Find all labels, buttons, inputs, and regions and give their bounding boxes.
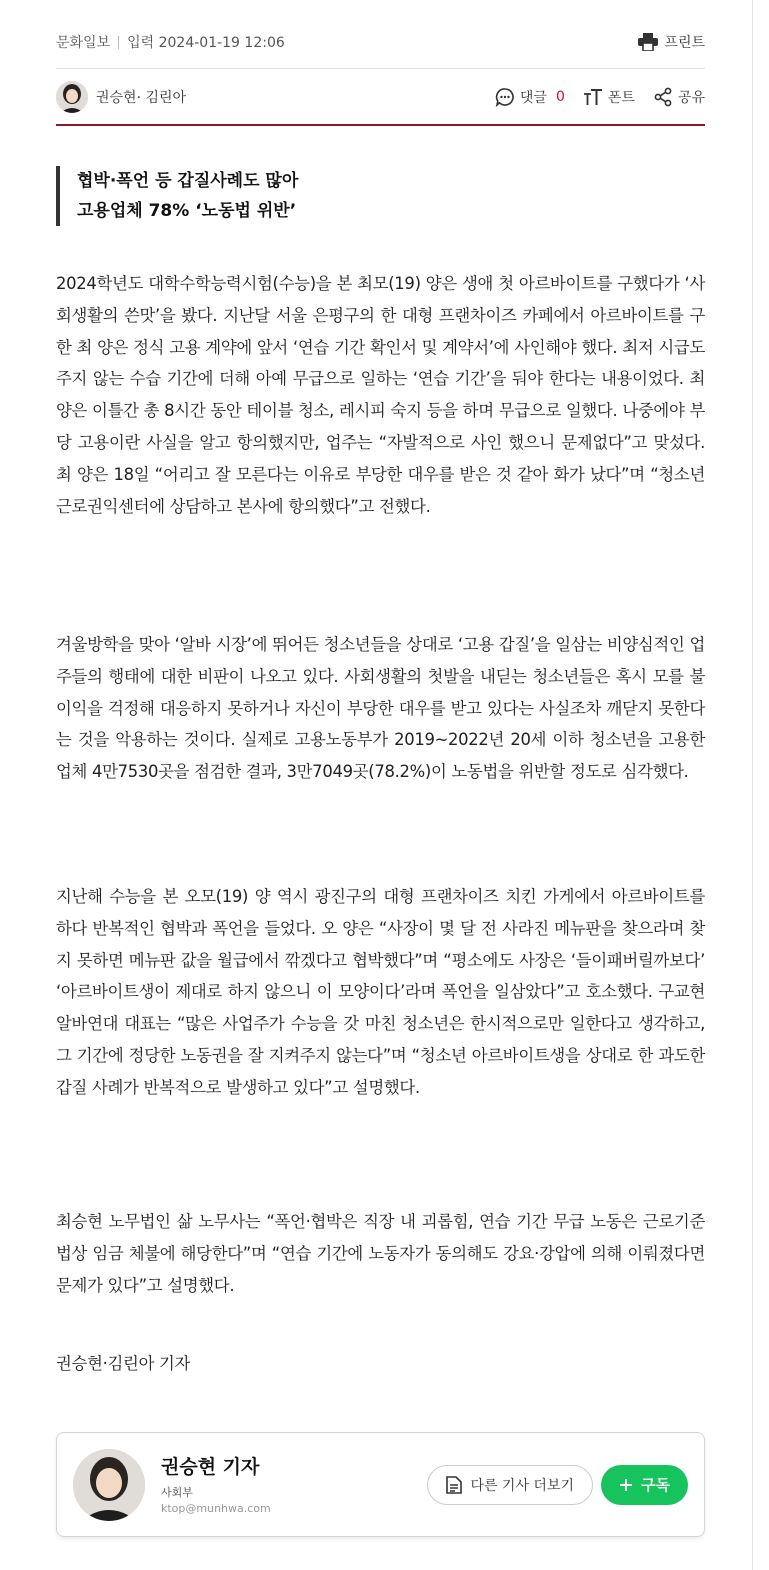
font-size-icon (583, 88, 603, 106)
printer-icon (638, 33, 658, 51)
meta-left (56, 32, 285, 52)
author-avatar (56, 81, 88, 113)
page-right-border (752, 0, 753, 1570)
reporter-card (56, 1432, 705, 1537)
publisher-name: 문화일보 (56, 35, 111, 51)
body-paragraph-4: 최승현 노무법인 삶 노무사는 “폭언·협박은 직장 내 괴롭힘, 연습 기간 무급 노동은 근로기준법상 임금 체불에 해당한다”며 “연습 기간에 노동자가 동의해도 강요·강압에 의해 이뤄졌다면 문제가 있다”고 설명했다. (56, 1212, 705, 1295)
body-paragraph-2: 겨울방학을 맞아 ‘알바 시장’에 뛰어든 청소년들을 상대로 ‘고용 갑질’을 일삼는 비양심적인 업주들의 행태에 대한 비판이 나오고 있다. 사회생활의 첫발을 내딛는 청소년들은 혹시 모를 불이익을 걱정해 대응하지 못하거나 자신이 부당한 대우를 받고 있다는 사실조차 깨닫지 못한다는 것을 악용하는 것이다. 실제로 고용노동부가 2019~2022년 20세 이하 청소년을 고용한 업체 4만7530곳을 점검한 결과, 3만7049곳(78.2%)이 노동법을 위반할 정도로 심각했다. (56, 635, 705, 782)
share-icon (653, 87, 673, 107)
reporter-department: 사회부 (161, 1486, 193, 1499)
author-names: 권승현· 김린아 (96, 90, 187, 106)
published-date: 입력 2024-01-19 12:06 (127, 35, 285, 51)
comments-label: 댓글 (519, 90, 547, 106)
more-articles-button[interactable] (427, 1465, 593, 1505)
article-meta (56, 30, 705, 54)
reporter-avatar (73, 1449, 145, 1521)
reporter-signoff: 권승현·김린아 기자 (56, 1354, 191, 1373)
subheadline-line-2: 고용업체 78% ‘노동법 위반’ (77, 201, 297, 221)
comments-count: 0 (555, 89, 565, 105)
reporter-email[interactable]: ktop@munhwa.com (161, 1502, 271, 1515)
body-paragraph-1: 2024학년도 대학수학능력시험(수능)을 본 최모(19) 양은 생애 첫 아르바이트를 구했다가 ‘사회생활의 쓴맛’을 봤다. 지난달 서울 은평구의 한 대형 프랜차이즈 카페에서 아르바이트를 구한 최 양은 정식 고용 계약에 앞서 ‘연습 기간 확인서 및 계약서’에 사인해야 했다. 최저 시급도 주지 않는 수습 기간에 더해 아예 무급으로 일하는 ‘연습 기간’을 둬야 한다는 내용이었다. 최 양은 이틀간 총 8시간 동안 테이블 청소, 레시피 숙지 등을 하며 무급으로 일했다. 나중에야 부당 고용이란 사실을 알고 항의했지만, 업주는 “자발적으로 사인 했으니 문제없다”고 맞섰다. 최 양은 18일 “어리고 잘 모른다는 이유로 부당한 대우를 받은 것 같아 화가 났다”며 “청소년근로권익센터에 상담하고 본사에 항의했다”고 전했다. (56, 274, 705, 516)
share-label: 공유 (677, 90, 705, 106)
subheadline-line-1: 협박·폭언 등 갑질사례도 많아 (77, 171, 299, 191)
reporter-info (161, 1452, 427, 1517)
byline-bar (56, 80, 705, 114)
subscribe-button[interactable] (601, 1465, 688, 1505)
meta-divider (118, 36, 119, 49)
byline-authors[interactable] (56, 81, 186, 113)
reporter-name[interactable]: 권승현 기자 (161, 1456, 260, 1478)
print-label: 프린트 (664, 35, 705, 51)
meta-divider-line (56, 68, 705, 69)
plus-icon (619, 1478, 633, 1492)
article-subheadline (56, 166, 298, 226)
print-button[interactable] (638, 32, 705, 52)
byline-accent-divider (56, 124, 705, 126)
comment-icon (495, 87, 515, 107)
subscribe-label: 구독 (641, 1476, 670, 1494)
more-articles-label: 다른 기사 더보기 (470, 1477, 575, 1494)
share-button[interactable] (653, 87, 705, 107)
font-label: 폰트 (607, 90, 635, 106)
comments-button[interactable] (495, 87, 565, 107)
font-size-button[interactable] (583, 87, 635, 107)
article-tools (495, 87, 705, 107)
document-icon (446, 1476, 462, 1494)
body-paragraph-3: 지난해 수능을 본 오모(19) 양 역시 광진구의 대형 프랜차이즈 치킨 가게에서 아르바이트를 하다 반복적인 협박과 폭언을 들었다. 오 양은 “사장이 몇 달 전 사라진 메뉴판을 찾으라며 찾지 못하면 메뉴판 값을 월급에서 깎겠다고 협박했다”며 “평소에도 사장은 ‘들이패버릴까보다’ ‘아르바이트생이 제대로 하지 않으니 이 모양이다’라며 폭언을 일삼았다”고 호소했다. 구교현 알바연대 대표는 “많은 사업주가 수능을 갓 마친 청소년은 한시적으로만 일한다고 생각하고, 그 기간에 정당한 노동권을 잘 지켜주지 않는다”며 “청소년 아르바이트생을 상대로 한 과도한 갑질 사례가 반복적으로 발생하고 있다”고 설명했다. (56, 887, 705, 1097)
